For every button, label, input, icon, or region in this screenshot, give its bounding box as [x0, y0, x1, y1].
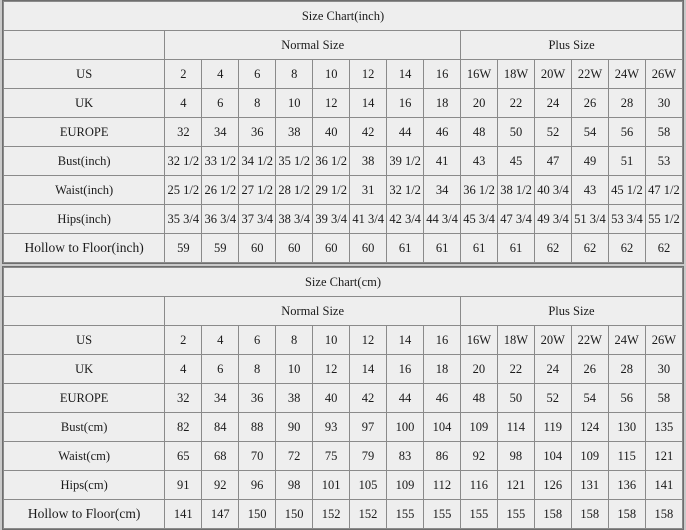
row-label-uk-inch: UK: [4, 89, 165, 118]
table-cell: 20: [460, 355, 497, 384]
table-cell: 124: [571, 413, 608, 442]
table-cell: 54: [571, 384, 608, 413]
corner-cell: [4, 297, 165, 326]
table-cell: 20W: [534, 326, 571, 355]
table-title-row: [4, 2, 683, 31]
table-cell: 150: [276, 500, 313, 529]
table-cell: 24: [534, 355, 571, 384]
table-cell: 93: [313, 413, 350, 442]
table-cell: 6: [239, 60, 276, 89]
table-cell: 39 3/4: [313, 205, 350, 234]
table-cell: 32: [165, 118, 202, 147]
table-cell: 6: [202, 355, 239, 384]
table-cell: 18W: [497, 326, 534, 355]
table-cell: 82: [165, 413, 202, 442]
table-row: [4, 147, 683, 176]
table-row: [4, 471, 683, 500]
table-cell: 14: [350, 355, 387, 384]
table-row: [4, 234, 683, 263]
table-cell: 59: [202, 234, 239, 263]
table-row: [4, 355, 683, 384]
row-label-us-cm: US: [4, 326, 165, 355]
table-row: [4, 205, 683, 234]
table-cell: 14: [387, 326, 424, 355]
table-cell: 12: [313, 355, 350, 384]
table-cell: 104: [534, 442, 571, 471]
table-cell: 4: [202, 60, 239, 89]
table-cell: 40: [313, 118, 350, 147]
table-group-row: [4, 297, 683, 326]
row-label-waist-inch: Waist(inch): [4, 176, 165, 205]
table-cell: 65: [165, 442, 202, 471]
table-cell: 59: [165, 234, 202, 263]
table-cell: 61: [387, 234, 424, 263]
table-cell: 16W: [461, 60, 498, 89]
table-cell: 24W: [608, 326, 645, 355]
table-cell: 26W: [645, 326, 682, 355]
table-cell: 109: [387, 471, 424, 500]
table-cell: 30: [645, 355, 682, 384]
table-cell: 36 1/2: [313, 147, 350, 176]
table-cell: 56: [608, 384, 645, 413]
table-cell: 90: [276, 413, 313, 442]
table-cell: 10: [276, 355, 313, 384]
table-cell: 116: [460, 471, 497, 500]
table-cell: 20: [461, 89, 498, 118]
table-cell: 141: [645, 471, 682, 500]
table-cell: 155: [387, 500, 424, 529]
table-cell: 44: [387, 384, 424, 413]
table-cell: 62: [535, 234, 572, 263]
table-cell: 35 3/4: [165, 205, 202, 234]
table-cell: 155: [497, 500, 534, 529]
table-cell: 14: [387, 60, 424, 89]
table-cell: 25 1/2: [165, 176, 202, 205]
table-cell: 51: [608, 147, 645, 176]
table-title-row: [4, 268, 683, 297]
table-cell: 26W: [645, 60, 682, 89]
table-cell: 27 1/2: [239, 176, 276, 205]
table-cell: 70: [239, 442, 276, 471]
table-cell: 60: [276, 234, 313, 263]
table-cell: 60: [313, 234, 350, 263]
size-chart-inch-block: [2, 0, 684, 264]
row-label-hips-inch: Hips(inch): [4, 205, 165, 234]
table-cell: 32 1/2: [387, 176, 424, 205]
table-cell: 79: [350, 442, 387, 471]
table-cell: 12: [313, 89, 350, 118]
table-cell: 130: [608, 413, 645, 442]
table-cell: 100: [387, 413, 424, 442]
table-cell: 2: [165, 60, 202, 89]
table-cell: 24: [535, 89, 572, 118]
table-cell: 49: [571, 147, 608, 176]
table-cell: 41 3/4: [350, 205, 387, 234]
table-cell: 155: [460, 500, 497, 529]
table-cell: 121: [645, 442, 682, 471]
table-cell: 121: [497, 471, 534, 500]
table-cell: 47: [535, 147, 572, 176]
table-cell: 62: [608, 234, 645, 263]
size-chart-cm-block: [2, 266, 684, 530]
table-cell: 61: [498, 234, 535, 263]
table-cell: 29 1/2: [313, 176, 350, 205]
table-cell: 75: [313, 442, 350, 471]
table-cell: 45: [498, 147, 535, 176]
table-cell: 62: [645, 234, 682, 263]
table-cell: 6: [239, 326, 276, 355]
table-cell: 10: [313, 326, 350, 355]
table-cell: 68: [202, 442, 239, 471]
table-cell: 8: [239, 355, 276, 384]
table-row: [4, 384, 683, 413]
table-cell: 18W: [498, 60, 535, 89]
size-chart-inch-table: [3, 1, 683, 263]
table-cell: 34: [202, 384, 239, 413]
table-row: [4, 89, 683, 118]
table-cell: 34: [424, 176, 461, 205]
table-cell: 98: [497, 442, 534, 471]
table-cell: 18: [424, 89, 461, 118]
table-cell: 152: [350, 500, 387, 529]
table-cell: 28 1/2: [276, 176, 313, 205]
group-header-plus-inch: Plus Size: [461, 31, 683, 60]
table-cell: 38: [276, 118, 313, 147]
table-cell: 158: [608, 500, 645, 529]
table-cell: 136: [608, 471, 645, 500]
table-cell: 47 3/4: [498, 205, 535, 234]
table-cell: 20W: [535, 60, 572, 89]
table-cell: 114: [497, 413, 534, 442]
table-cell: 98: [276, 471, 313, 500]
table-cell: 62: [571, 234, 608, 263]
table-cell: 44: [387, 118, 424, 147]
table-cell: 61: [424, 234, 461, 263]
group-header-normal-cm: Normal Size: [165, 297, 461, 326]
size-chart-cm-table: [3, 267, 683, 529]
table-cell: 16: [424, 60, 461, 89]
table-cell: 52: [535, 118, 572, 147]
table-cell: 47 1/2: [645, 176, 682, 205]
table-cell: 16: [387, 89, 424, 118]
table-cell: 28: [608, 355, 645, 384]
table-cell: 12: [350, 60, 387, 89]
table-cell: 49 3/4: [535, 205, 572, 234]
table-cell: 10: [276, 89, 313, 118]
table-cell: 55 1/2: [645, 205, 682, 234]
table-cell: 48: [460, 384, 497, 413]
table-row: [4, 60, 683, 89]
corner-cell: [4, 31, 165, 60]
table-cell: 86: [423, 442, 460, 471]
table-cell: 26 1/2: [202, 176, 239, 205]
table-cell: 4: [165, 89, 202, 118]
table-row: [4, 326, 683, 355]
table-cell: 26: [571, 355, 608, 384]
table-cell: 36: [239, 118, 276, 147]
table-cell: 54: [571, 118, 608, 147]
table-cell: 56: [608, 118, 645, 147]
table-cell: 101: [313, 471, 350, 500]
row-label-europe-inch: EUROPE: [4, 118, 165, 147]
table-cell: 48: [461, 118, 498, 147]
table-cell: 22: [498, 89, 535, 118]
table-cell: 72: [276, 442, 313, 471]
table-cell: 14: [350, 89, 387, 118]
table-cell: 52: [534, 384, 571, 413]
table-cell: 155: [423, 500, 460, 529]
table-cell: 16W: [460, 326, 497, 355]
table-row: [4, 176, 683, 205]
table-cell: 84: [202, 413, 239, 442]
table-cell: 22W: [571, 326, 608, 355]
row-label-us-inch: US: [4, 60, 165, 89]
table-cell: 119: [534, 413, 571, 442]
table-cell: 32: [165, 384, 202, 413]
table-cell: 26: [571, 89, 608, 118]
table-cell: 43: [571, 176, 608, 205]
table-cell: 141: [165, 500, 202, 529]
table-cell: 40: [313, 384, 350, 413]
row-label-bust-inch: Bust(inch): [4, 147, 165, 176]
table-cell: 10: [313, 60, 350, 89]
table-cell: 37 3/4: [239, 205, 276, 234]
table-cell: 38 1/2: [498, 176, 535, 205]
table-group-row: [4, 31, 683, 60]
group-header-plus-cm: Plus Size: [460, 297, 682, 326]
table-cell: 45 3/4: [461, 205, 498, 234]
table-cell: 83: [387, 442, 424, 471]
table-cell: 53 3/4: [608, 205, 645, 234]
table-row: [4, 118, 683, 147]
table-cell: 53: [645, 147, 682, 176]
table-cell: 16: [423, 326, 460, 355]
table-cell: 6: [202, 89, 239, 118]
table-cell: 42: [350, 118, 387, 147]
table-cell: 158: [571, 500, 608, 529]
table-cell: 92: [460, 442, 497, 471]
table-cell: 34 1/2: [239, 147, 276, 176]
table-cell: 91: [165, 471, 202, 500]
table-cell: 46: [423, 384, 460, 413]
row-label-europe-cm: EUROPE: [4, 384, 165, 413]
table-cell: 31: [350, 176, 387, 205]
table-cell: 8: [276, 60, 313, 89]
table-cell: 104: [423, 413, 460, 442]
chart-title-inch: Size Chart(inch): [4, 2, 683, 31]
row-label-hollow-to-floor-inch: Hollow to Floor(inch): [4, 234, 165, 263]
table-cell: 2: [165, 326, 202, 355]
table-cell: 126: [534, 471, 571, 500]
table-cell: 92: [202, 471, 239, 500]
table-cell: 34: [202, 118, 239, 147]
table-cell: 45 1/2: [608, 176, 645, 205]
table-cell: 51 3/4: [571, 205, 608, 234]
table-cell: 96: [239, 471, 276, 500]
table-cell: 4: [202, 326, 239, 355]
table-row: [4, 500, 683, 529]
table-cell: 38: [350, 147, 387, 176]
table-cell: 135: [645, 413, 682, 442]
table-cell: 131: [571, 471, 608, 500]
chart-title-cm: Size Chart(cm): [4, 268, 683, 297]
table-cell: 38 3/4: [276, 205, 313, 234]
table-cell: 35 1/2: [276, 147, 313, 176]
table-cell: 41: [424, 147, 461, 176]
table-cell: 8: [276, 326, 313, 355]
row-label-bust-cm: Bust(cm): [4, 413, 165, 442]
table-cell: 24W: [608, 60, 645, 89]
table-cell: 60: [239, 234, 276, 263]
table-cell: 158: [534, 500, 571, 529]
table-cell: 16: [387, 355, 424, 384]
table-cell: 105: [350, 471, 387, 500]
table-cell: 150: [239, 500, 276, 529]
table-cell: 8: [239, 89, 276, 118]
table-cell: 28: [608, 89, 645, 118]
table-cell: 109: [460, 413, 497, 442]
row-label-uk-cm: UK: [4, 355, 165, 384]
table-cell: 115: [608, 442, 645, 471]
table-cell: 61: [461, 234, 498, 263]
table-cell: 30: [645, 89, 682, 118]
table-cell: 36 3/4: [202, 205, 239, 234]
table-cell: 36 1/2: [461, 176, 498, 205]
table-cell: 4: [165, 355, 202, 384]
table-cell: 109: [571, 442, 608, 471]
row-label-waist-cm: Waist(cm): [4, 442, 165, 471]
table-cell: 60: [350, 234, 387, 263]
table-cell: 33 1/2: [202, 147, 239, 176]
table-cell: 22W: [571, 60, 608, 89]
group-header-normal-inch: Normal Size: [165, 31, 461, 60]
table-cell: 40 3/4: [535, 176, 572, 205]
table-cell: 18: [423, 355, 460, 384]
table-cell: 36: [239, 384, 276, 413]
table-cell: 50: [497, 384, 534, 413]
table-cell: 22: [497, 355, 534, 384]
table-cell: 88: [239, 413, 276, 442]
table-cell: 32 1/2: [165, 147, 202, 176]
table-cell: 50: [498, 118, 535, 147]
table-cell: 58: [645, 118, 682, 147]
table-cell: 44 3/4: [424, 205, 461, 234]
row-label-hollow-to-floor-cm: Hollow to Floor(cm): [4, 500, 165, 529]
table-cell: 46: [424, 118, 461, 147]
table-cell: 158: [645, 500, 682, 529]
table-cell: 42: [350, 384, 387, 413]
table-cell: 42 3/4: [387, 205, 424, 234]
row-label-hips-cm: Hips(cm): [4, 471, 165, 500]
table-row: [4, 413, 683, 442]
table-cell: 112: [423, 471, 460, 500]
table-cell: 43: [461, 147, 498, 176]
table-cell: 97: [350, 413, 387, 442]
table-row: [4, 442, 683, 471]
table-cell: 12: [350, 326, 387, 355]
table-cell: 152: [313, 500, 350, 529]
table-cell: 39 1/2: [387, 147, 424, 176]
table-cell: 147: [202, 500, 239, 529]
table-cell: 58: [645, 384, 682, 413]
table-cell: 38: [276, 384, 313, 413]
